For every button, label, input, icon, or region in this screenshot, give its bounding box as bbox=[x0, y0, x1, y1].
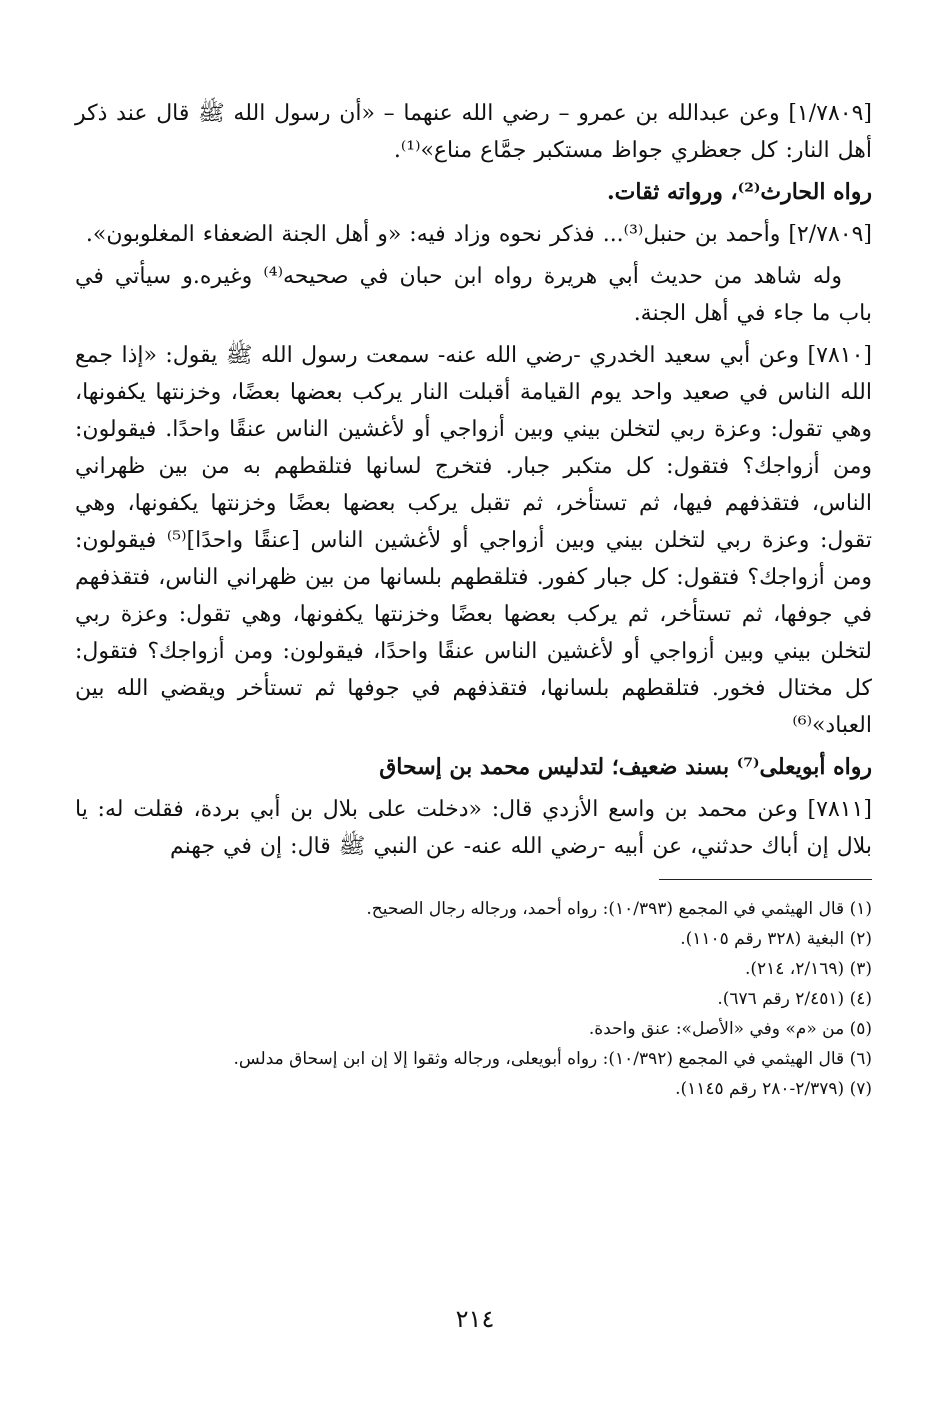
hadith-7810: [٧٨١٠] وعن أبي سعيد الخدري -رضي الله عنه- سمعت رسول الله ﷺ يقول: «إذا جمع الله الناس في صعيد واحد يوم القيامة أقبلت النار يركب بعضها بعضًا، وخزنتها يكفونها، وهي تقول: وعزة ربي لتخلن بيني وبين أزواجي أو لأغشين الناس عنقًا واحدًا. فيقولون: ومن أزواجك؟ فتقول: كل متكبر جبار. فتخرج لسانها فتلقطهم به من بين ظهراني الناس، فتقذفهم فيها، ثم تستأخر، ثم تقبل يركب بعضها بعضًا وخزنتها يكفونها، وهي تقول: وعزة ربي لتخلن بيني وبين أزواجي أو لأغشين الناس [عنقًا واحدًا]⁽⁵⁾ فيقولون: ومن أزواجك؟ فتقول: كل جبار كفور. فتلقطهم بلسانها من بين ظهراني الناس، فتقذفهم في جوفها، ثم تستأخر، ثم يركب بعضها بعضًا وخزنتها يكفونها، وهي تقول: وعزة ربي لتخلن بيني وبين أزواجي أو لأغشين الناس عنقًا واحدًا، فيقولون: ومن أزواجك؟ فتقول: كل مختال فخور. فتلقطهم بلسانها، فتقذفهم في جوفها ثم تستأخر ويقضي الله بين العباد»⁽⁶⁾ bbox=[75, 343, 872, 738]
footnote-1: (١) قال الهيثمي في المجمع (١٠/٣٩٣): رواه أحمد، ورجاله رجال الصحيح. bbox=[366, 899, 872, 919]
footnotes bbox=[75, 894, 872, 1104]
hadith-7811: [٧٨١١] وعن محمد بن واسع الأزدي قال: «دخلت على بلال بن أبي بردة، فقلت له: يا بلال إن أباك حدثني، عن أبيه -رضي الله عنه- عن النبي ﷺ قال: إن في جهنم bbox=[75, 797, 872, 859]
page-number: ٢١٤ bbox=[455, 1305, 495, 1333]
hadith-7809-1: [١/٧٨٠٩] وعن عبدالله بن عمرو – رضي الله عنهما – «أن رسول الله ﷺ قال عند ذكر أهل النار: كل جعظري جواظ مستكبر جمَّاع مناع»⁽¹⁾. bbox=[75, 101, 872, 163]
footnote-7: (٧) (٢/٣٧٩-٢٨٠ رقم ١١٤٥). bbox=[675, 1079, 872, 1099]
supporting-note: وله شاهد من حديث أبي هريرة رواه ابن حبان في صحيحه⁽⁴⁾ وغيره.و سيأتي في باب ما جاء في أهل الجنة. bbox=[75, 264, 872, 326]
page-body bbox=[75, 95, 872, 1104]
footnote-4: (٤) (٢/٤٥١ رقم ٦٧٦). bbox=[717, 989, 872, 1009]
footnote-separator bbox=[659, 879, 872, 880]
footnote-6: (٦) قال الهيثمي في المجمع (١٠/٣٩٢): رواه أبويعلى، ورجاله وثقوا إلا إن ابن إسحاق مدلس. bbox=[233, 1049, 872, 1069]
footnote-3: (٣) (٢/١٦٩، ٢١٤). bbox=[744, 959, 872, 979]
narration-note-abu-yala: رواه أبويعلى⁽⁷⁾ بسند ضعيف؛ لتدليس محمد بن إسحاق bbox=[379, 754, 872, 780]
hadith-7809-2: [٢/٧٨٠٩] وأحمد بن حنبل⁽³⁾... فذكر نحوه وزاد فيه: «و أهل الجنة الضعفاء المغلوبون». bbox=[85, 222, 872, 247]
narration-note-harith: رواه الحارث⁽²⁾، ورواته ثقات. bbox=[607, 179, 872, 205]
footnote-2: (٢) البغية (٣٢٨ رقم ١١٠٥). bbox=[680, 929, 872, 949]
footnote-5: (٥) من «م» وفي «الأصل»: عنق واحدة. bbox=[588, 1019, 872, 1039]
